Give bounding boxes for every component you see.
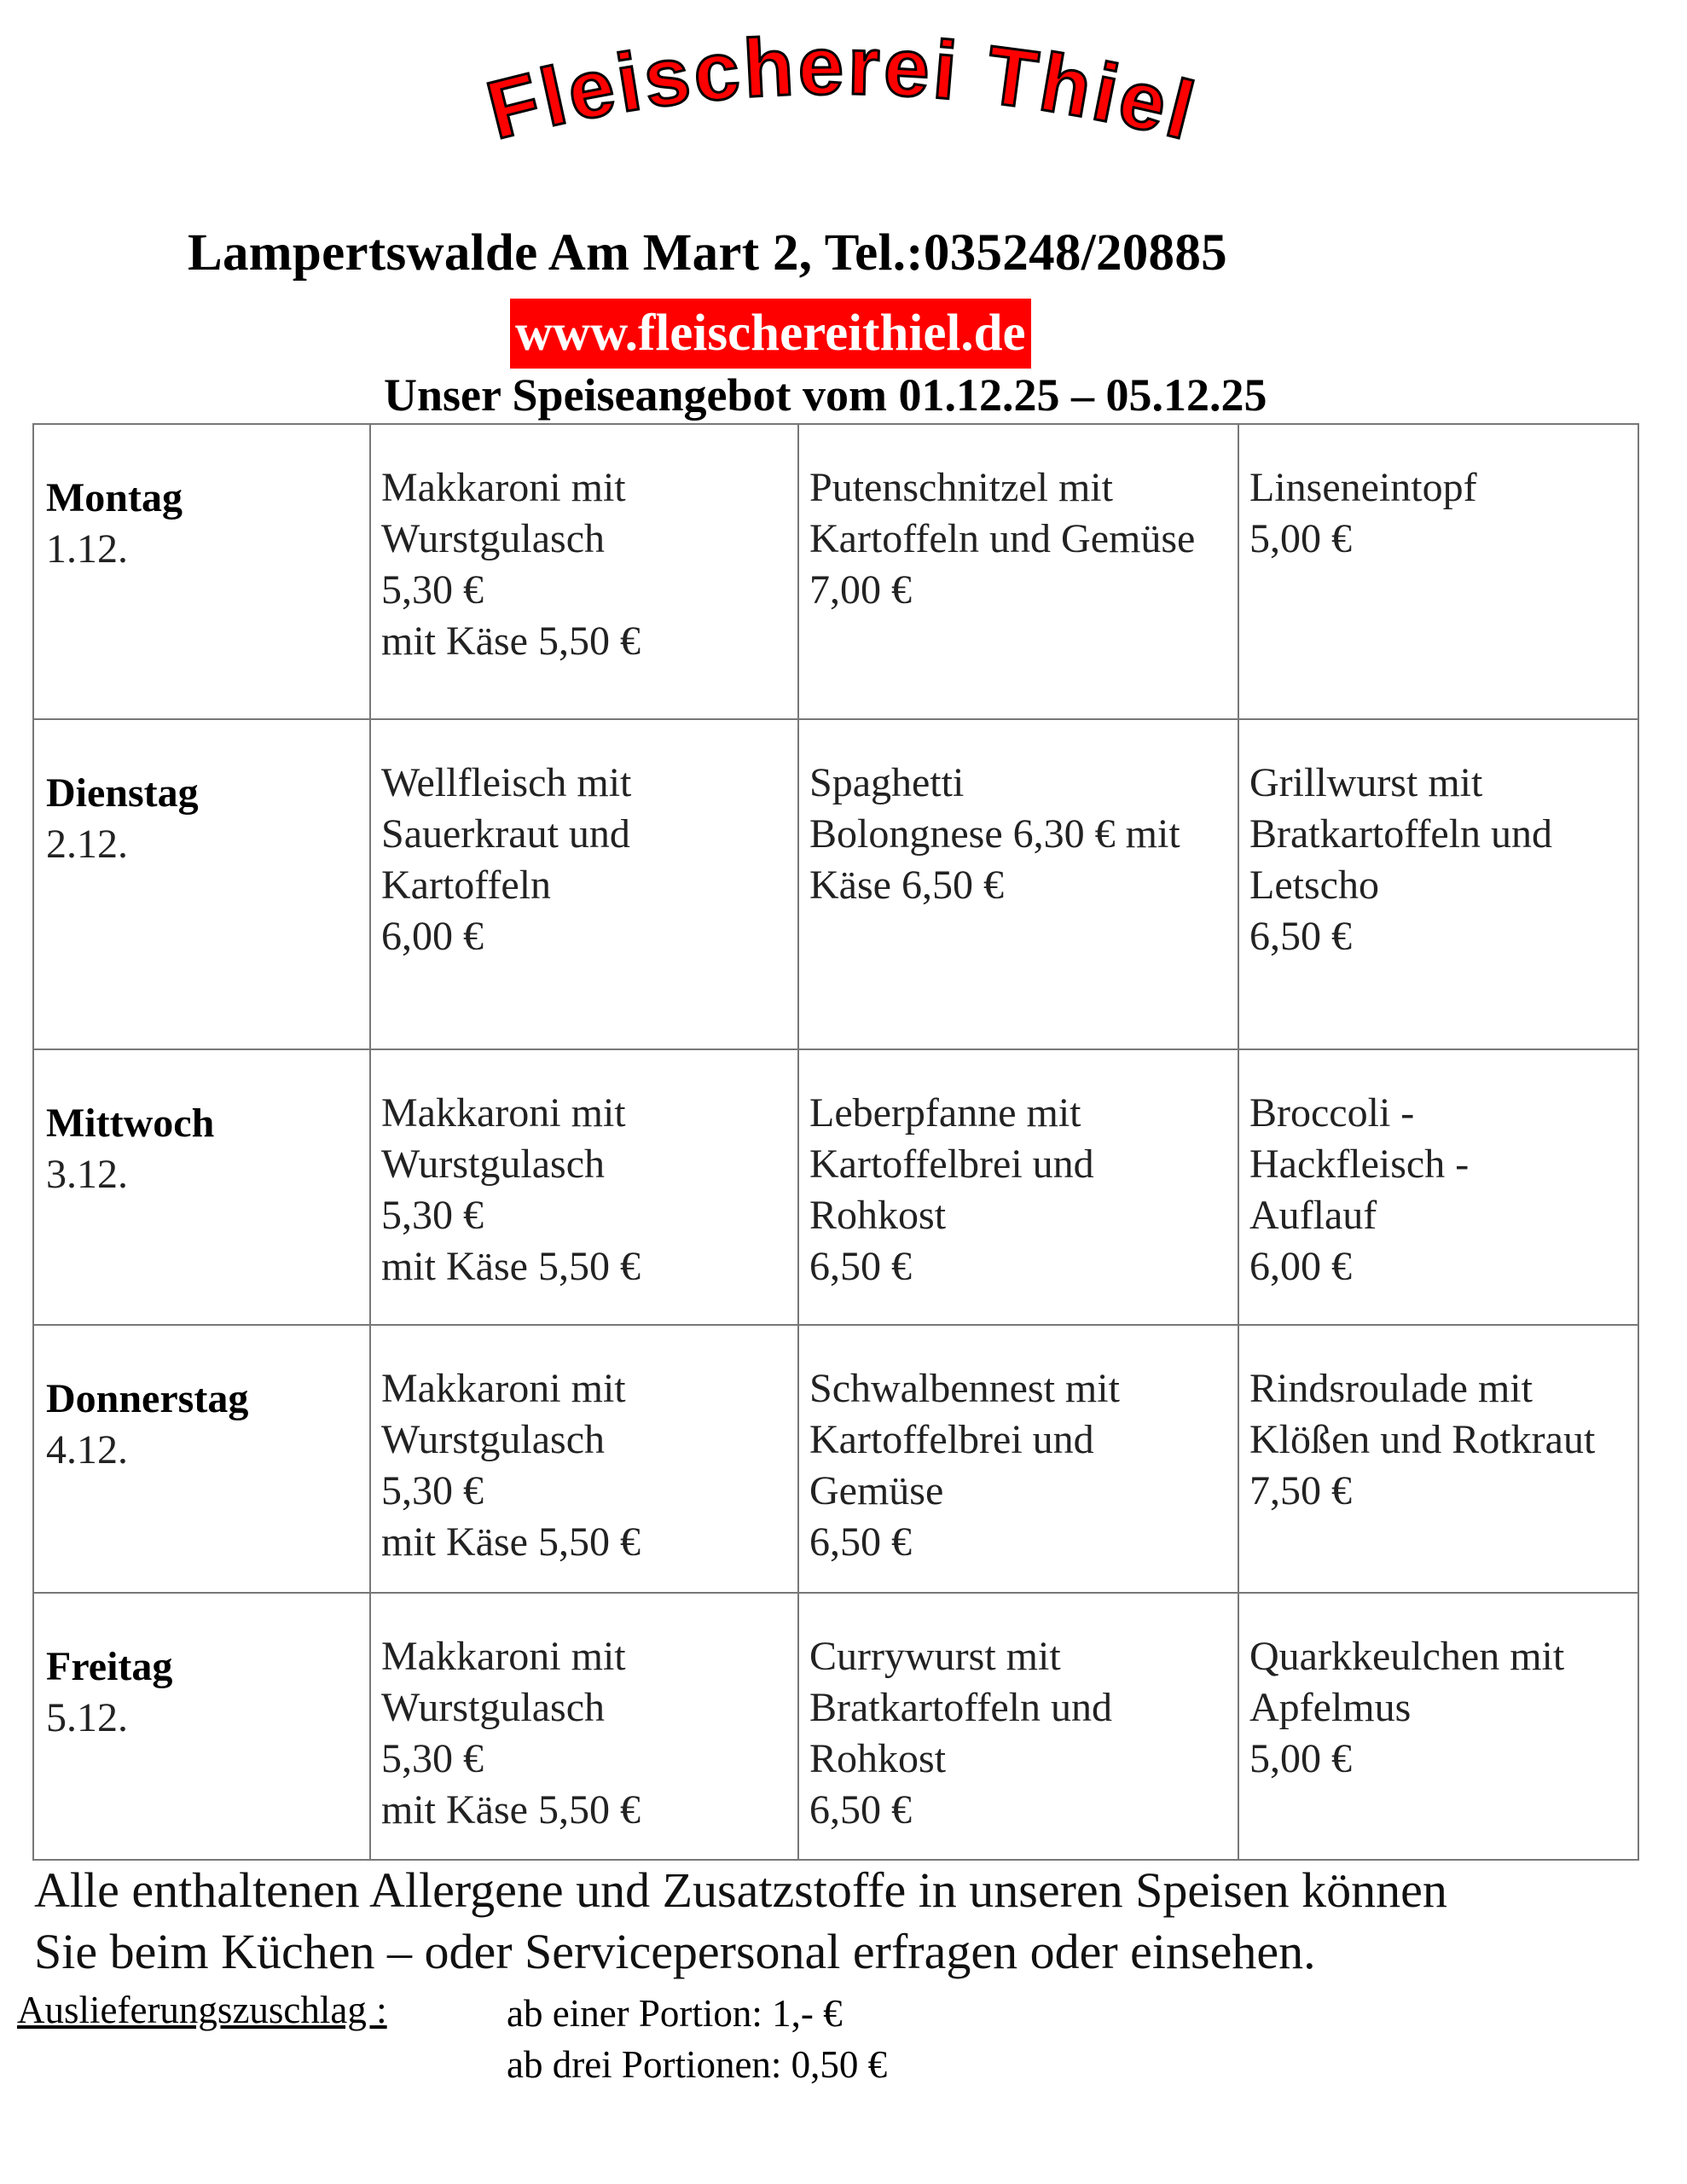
dish-cell bbox=[1238, 719, 1638, 1049]
logo-text: Fleischerei Thiel bbox=[478, 34, 1206, 158]
day-date: 2.12. bbox=[46, 822, 128, 867]
allergen-note bbox=[34, 1860, 1655, 1983]
day-cell bbox=[33, 1325, 370, 1593]
dish-text: Linseneintopf 5,00 € bbox=[1249, 465, 1477, 561]
allergen-line-2: Sie beim Küchen – oder Servicepersonal erfragen oder einsehen. bbox=[34, 1924, 1316, 1979]
website-link[interactable]: www.fleischereithiel.de bbox=[510, 299, 1031, 369]
dish-text: Makkaroni mit Wurstgulasch 5,30 € mit Käse 5,50 € bbox=[381, 1366, 641, 1565]
dish-text: Leberpfanne mit Kartoffelbrei und Rohkost 6,50 € bbox=[809, 1090, 1094, 1289]
delivery-fee-three: ab drei Portionen: 0,50 € bbox=[507, 2043, 888, 2086]
day-cell bbox=[33, 1593, 370, 1860]
day-date: 5.12. bbox=[46, 1695, 128, 1740]
day-name: Dienstag bbox=[46, 770, 199, 816]
day-name: Freitag bbox=[46, 1644, 173, 1689]
dish-cell bbox=[370, 1049, 798, 1325]
day-date: 4.12. bbox=[46, 1427, 128, 1472]
dish-text: Rindsroulade mit Klößen und Rotkraut 7,50 € bbox=[1249, 1366, 1596, 1513]
menu-table bbox=[32, 423, 1639, 1861]
menu-row-donnerstag bbox=[33, 1325, 1638, 1593]
dish-cell bbox=[1238, 1593, 1638, 1860]
dish-text: Grillwurst mit Bratkartoffeln und Letscho 6,50 € bbox=[1249, 760, 1553, 959]
dish-text: Makkaroni mit Wurstgulasch 5,30 € mit Käse 5,50 € bbox=[381, 1634, 641, 1833]
allergen-line-1: Alle enthaltenen Allergene und Zusatzstoffe in unseren Speisen können bbox=[34, 1862, 1447, 1918]
day-cell bbox=[33, 719, 370, 1049]
dish-text: Putenschnitzel mit Kartoffeln und Gemüse 7,00 € bbox=[809, 465, 1196, 613]
dish-cell bbox=[370, 424, 798, 719]
day-cell bbox=[33, 424, 370, 719]
logo bbox=[0, 34, 1687, 188]
dish-cell bbox=[1238, 1049, 1638, 1325]
dish-cell bbox=[798, 424, 1238, 719]
menu-row-freitag bbox=[33, 1593, 1638, 1860]
day-name: Mittwoch bbox=[46, 1101, 215, 1146]
menu-row-montag bbox=[33, 424, 1638, 719]
dish-cell bbox=[798, 719, 1238, 1049]
dish-cell bbox=[1238, 1325, 1638, 1593]
dish-text: Currywurst mit Bratkartoffeln und Rohkost 6,50 € bbox=[809, 1634, 1113, 1833]
dish-text: Makkaroni mit Wurstgulasch 5,30 € mit Käse 5,50 € bbox=[381, 465, 641, 664]
day-name: Montag bbox=[46, 475, 183, 520]
dish-cell bbox=[798, 1049, 1238, 1325]
day-date: 3.12. bbox=[46, 1152, 128, 1197]
dish-cell bbox=[370, 1593, 798, 1860]
address-line: Lampertswalde Am Mart 2, Tel.:035248/20885 bbox=[188, 224, 1227, 282]
delivery-label: Auslieferungszuschlag : bbox=[17, 1989, 387, 2031]
dish-cell bbox=[370, 719, 798, 1049]
offer-title: Unser Speiseangebot vom 01.12.25 – 05.12.25 bbox=[384, 369, 1267, 421]
day-cell bbox=[33, 1049, 370, 1325]
dish-cell bbox=[798, 1325, 1238, 1593]
dish-cell bbox=[370, 1325, 798, 1593]
dish-cell bbox=[798, 1593, 1238, 1860]
delivery-fees bbox=[507, 1988, 887, 2090]
dish-text: Wellfleisch mit Sauerkraut und Kartoffeln 6,00 € bbox=[381, 760, 632, 959]
dish-text: Broccoli - Hackfleisch - Auflauf 6,00 € bbox=[1249, 1090, 1470, 1289]
menu-row-dienstag bbox=[33, 719, 1638, 1049]
delivery-fee-single: ab einer Portion: 1,- € bbox=[507, 1992, 843, 2035]
day-name: Donnerstag bbox=[46, 1376, 249, 1421]
dish-text: Spaghetti Bolongnese 6,30 € mit Käse 6,50 € bbox=[809, 760, 1180, 908]
day-date: 1.12. bbox=[46, 526, 128, 572]
menu-row-mittwoch bbox=[33, 1049, 1638, 1325]
dish-text: Quarkkeulchen mit Apfelmus 5,00 € bbox=[1249, 1634, 1565, 1781]
dish-cell bbox=[1238, 424, 1638, 719]
dish-text: Makkaroni mit Wurstgulasch 5,30 € mit Käse 5,50 € bbox=[381, 1090, 641, 1289]
dish-text: Schwalbennest mit Kartoffelbrei und Gemüse 6,50 € bbox=[809, 1366, 1120, 1565]
